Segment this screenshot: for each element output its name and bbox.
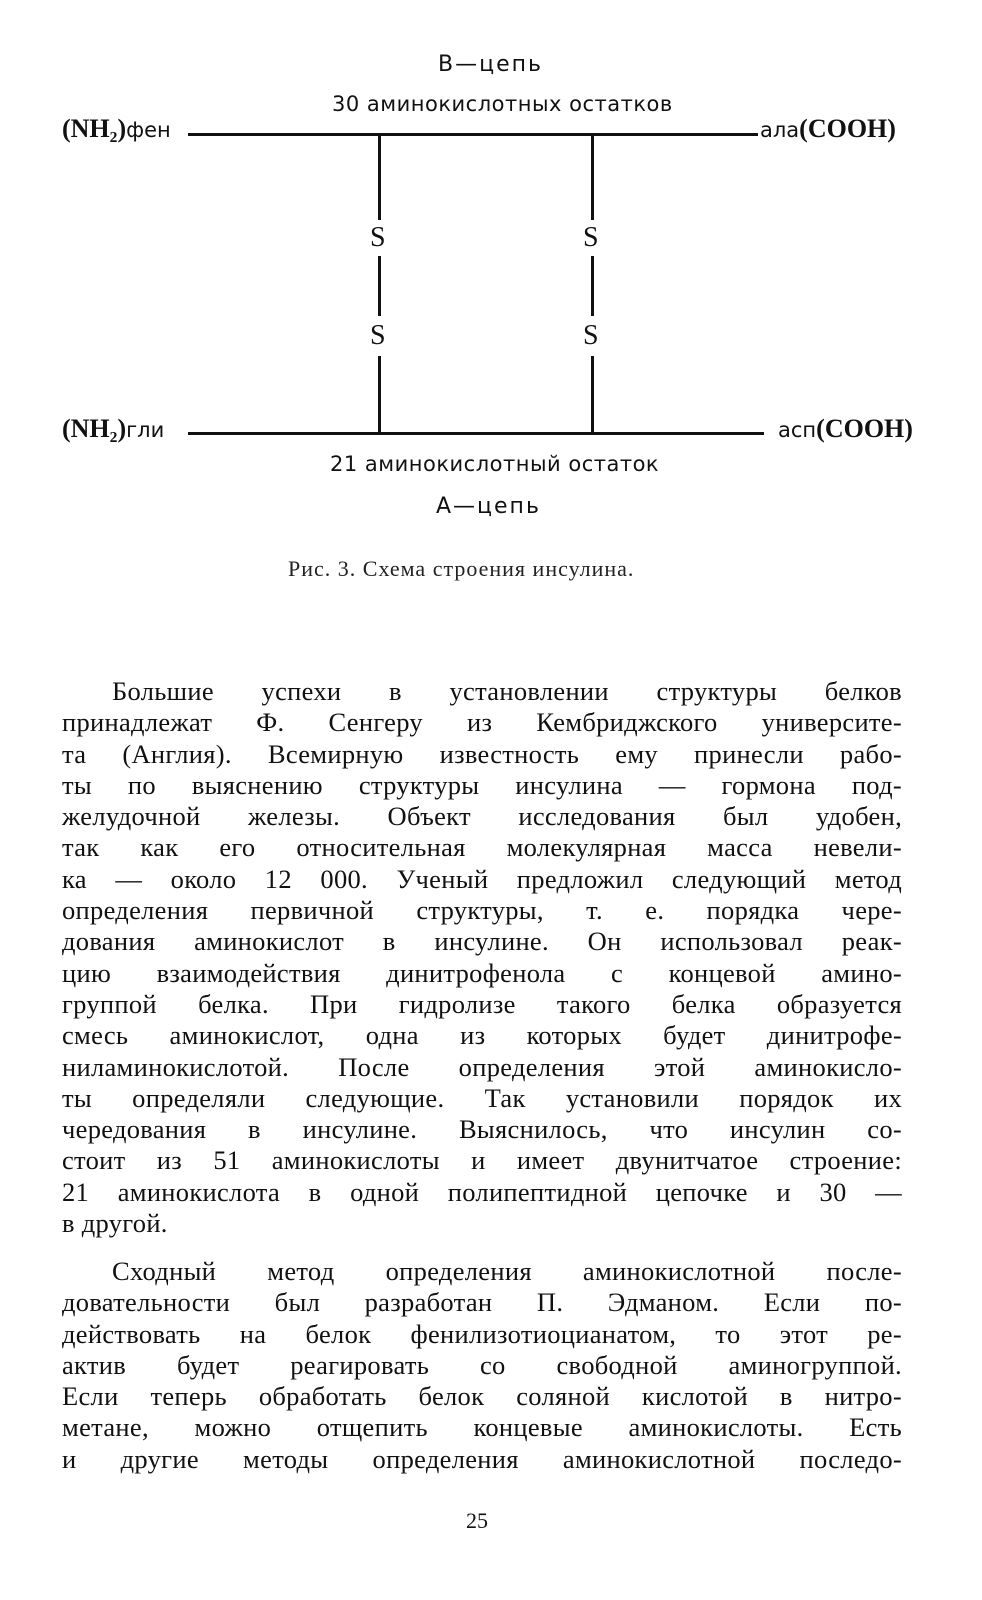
- a-chain-residues-label: 21 аминокислотный остаток: [330, 452, 660, 476]
- text-line: принадлежат Ф. Сенгеру из Кембриджского университе-: [62, 707, 902, 738]
- text-line: Сходный метод определения аминокислотной после-: [112, 1256, 902, 1286]
- bridge-1-lower-line: [378, 356, 381, 434]
- a-chain-n-residue: гли: [126, 418, 165, 442]
- b-chain-residues-label: 30 аминокислотных остатков: [332, 92, 673, 116]
- text-line: так как его относительная молекулярная масса невели-: [62, 832, 902, 863]
- paragraph-1: [62, 676, 902, 1239]
- text-line: дования аминокислот в инсулине. Он использовал реак-: [62, 926, 902, 957]
- text-line: ниламинокислотой. После определения этой аминокисло-: [62, 1051, 902, 1082]
- bridge-2-upper-line: [591, 134, 594, 220]
- b-chain-label: В—цепь: [438, 52, 543, 77]
- text-line: довательности был разработан П. Эдманом. Если по-: [62, 1287, 902, 1318]
- a-chain-label: А—цепь: [436, 494, 541, 519]
- text-line: определения первичной структуры, т. е. порядка чере-: [62, 895, 902, 926]
- text-line: действовать на белок фенилизотиоцианатом, то этот ре-: [62, 1318, 902, 1349]
- text-line: стоит из 51 аминокислоты и имеет двунитчатое строение:: [62, 1145, 902, 1176]
- b-chain-c-group: (COOH): [799, 114, 896, 143]
- text-line: 21 аминокислота в одной полипептидной цепочке и 30 —: [62, 1176, 902, 1207]
- text-line: ты по выяснению структуры инсулина — гормона под-: [62, 769, 902, 800]
- text-line: смесь аминокислот, одна из которых будет динитрофе-: [62, 1020, 902, 1051]
- paragraph-2: [62, 1256, 902, 1475]
- text-line: желудочной железы. Объект исследования был удобен,: [62, 801, 902, 832]
- bridge-1-upper-line: [378, 134, 381, 220]
- text-line: группой белка. При гидролизе такого белка образуется: [62, 988, 902, 1019]
- figure-caption: Рис. 3. Схема строения инсулина.: [288, 556, 635, 581]
- text-line: цию взаимодействия динитрофенола с концевой амино-: [62, 957, 902, 988]
- b-chain-line: [188, 133, 758, 136]
- bridge-1-sulfur-bottom: S: [370, 320, 386, 351]
- a-chain-n-group: (NH₂): [62, 414, 127, 443]
- text-line: ты определяли следующие. Так установили порядок их: [62, 1082, 902, 1113]
- bridge-2-middle-line: [591, 256, 594, 316]
- text-line: в другой.: [62, 1208, 168, 1239]
- a-chain-line: [188, 432, 764, 435]
- a-chain-c-group: (COOH): [816, 414, 913, 443]
- bridge-2-sulfur-bottom: S: [583, 320, 599, 351]
- text-line: и другие методы определения аминокислотной последо-: [62, 1443, 902, 1474]
- a-chain-c-residue: асп: [778, 418, 817, 442]
- text-line: ка — около 12 000. Ученый предложил следующий метод: [62, 863, 902, 894]
- b-chain-n-group: (NH₂): [62, 114, 127, 143]
- page-number: 25: [466, 1508, 488, 1533]
- bridge-2-lower-line: [591, 356, 594, 434]
- text-line: чередования в инсулине. Выяснилось, что инсулин со-: [62, 1114, 902, 1145]
- b-chain-n-residue: фен: [126, 118, 171, 142]
- b-chain-n-terminus: [62, 114, 171, 144]
- a-chain-c-terminus: [778, 414, 913, 444]
- bridge-1-sulfur-top: S: [370, 222, 386, 253]
- b-chain-c-terminus: [760, 114, 896, 144]
- b-chain-c-residue: ала: [760, 118, 800, 142]
- text-line: Если теперь обработать белок соляной кислотой в нитро-: [62, 1381, 902, 1412]
- text-line: та (Англия). Всемирную известность ему принесли рабо-: [62, 738, 902, 769]
- bridge-2-sulfur-top: S: [583, 222, 599, 253]
- text-line: актив будет реагировать со свободной аминогруппой.: [62, 1349, 902, 1380]
- a-chain-n-terminus: [62, 414, 164, 444]
- bridge-1-middle-line: [378, 256, 381, 316]
- text-line: Большие успехи в установлении структуры белков: [112, 676, 902, 706]
- text-line: метане, можно отщепить концевые аминокислоты. Есть: [62, 1412, 902, 1443]
